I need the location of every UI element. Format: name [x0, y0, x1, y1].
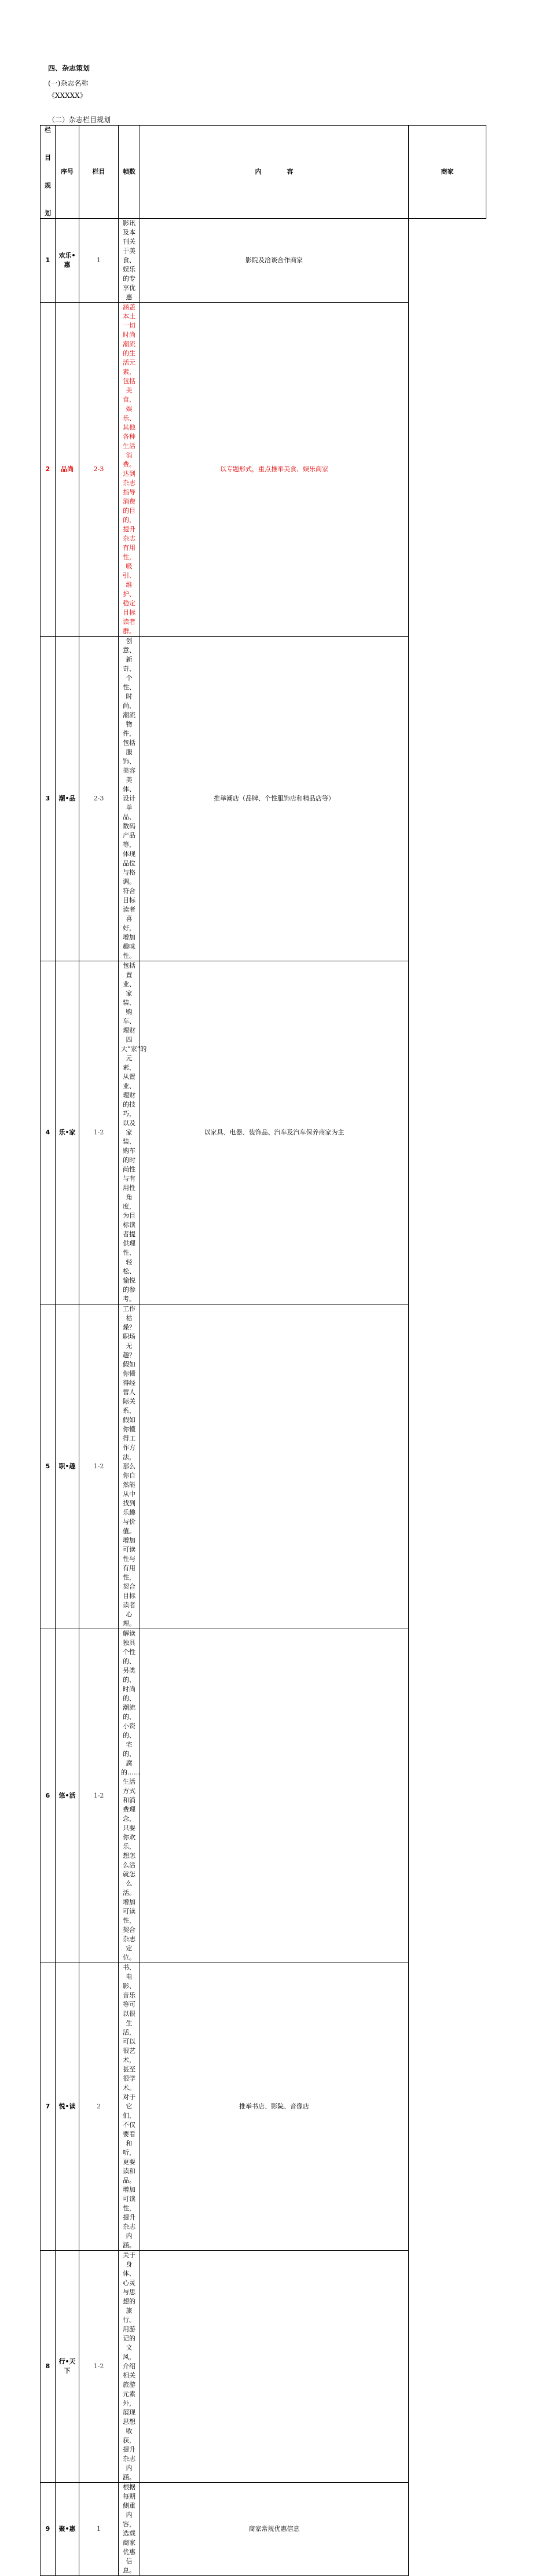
table-row [41, 961, 486, 1304]
frames-cell: 1-2 [79, 1629, 119, 1963]
frames-cell: 1-2 [79, 1304, 119, 1629]
merchant-cell: 以家具、电器、装饰品、汽车及汽车保养商家为主 [140, 961, 409, 1304]
column-name-cell: 行•天下 [56, 2251, 79, 2483]
column-name-cell: 悦•读 [56, 1963, 79, 2251]
header-column: 栏目 [79, 126, 119, 219]
side-label-char: 划 [45, 210, 51, 217]
header-merchant: 商家 [409, 126, 486, 219]
table-row [41, 637, 486, 961]
content-cell: 影讯及本刊关于美食、娱乐的专享优惠 [119, 219, 140, 303]
merchant-cell: 推举潮店（品牌、个性服饰店和精品店等） [140, 637, 409, 961]
seq-cell: 8 [41, 2251, 56, 2483]
content-cell: 涵盖本土一切时尚潮流的生活元素，包括美食、娱乐、其他各种生活消费。达到杂志指导消费的目的，提升杂志有用性，吸引、维护、稳定目标读者群。 [119, 303, 140, 637]
frames-cell: 1 [79, 2483, 119, 2576]
column-name-cell: 乐•家 [56, 961, 79, 1304]
table-row [41, 303, 486, 637]
column-name-cell: 职•趣 [56, 1304, 79, 1629]
column-name-cell: 潮•品 [56, 637, 79, 961]
section-heading: 四、杂志策划 [48, 64, 90, 72]
column-name-cell: 聚•惠 [56, 2483, 79, 2576]
side-label-char: 目 [45, 154, 51, 161]
seq-cell: 5 [41, 1304, 56, 1629]
table-row [41, 1629, 486, 1963]
seq-cell: 9 [41, 2483, 56, 2576]
frames-cell: 1-2 [79, 961, 119, 1304]
merchant-cell: 推举书店、影院、音像店 [140, 1963, 409, 2251]
merchant-cell [140, 2251, 409, 2483]
seq-cell: 6 [41, 1629, 56, 1963]
seq-cell: 1 [41, 219, 56, 303]
content-cell: 解读独具个性的、另类的、时尚的、潮流的、小资的、宅的、腐的……生活方式和消费理念，只要你欢乐，想怎么活就怎么活。增加可读性，契合杂志定位。 [119, 1629, 140, 1963]
merchant-cell: 影院及洽谈合作商家 [140, 219, 409, 303]
side-label-cell [41, 126, 56, 219]
column-name-cell: 悠•活 [56, 1629, 79, 1963]
seq-cell: 7 [41, 1963, 56, 2251]
merchant-cell [140, 1304, 409, 1629]
content-cell: 书、电影、音乐等可以很生活，可以很艺术，甚至很学术。对于它们，不仅要看和听，更要读和品。增加可读性，提升杂志内涵。 [119, 1963, 140, 2251]
column-plan-label: （二）杂志栏目规划 [48, 116, 111, 124]
merchant-cell: 以专题形式，重点推举美食、娱乐商家 [140, 303, 409, 637]
seq-cell: 2 [41, 303, 56, 637]
frames-cell: 2-3 [79, 303, 119, 637]
header-content: 内 容 [140, 126, 409, 219]
table-header-row [41, 126, 486, 219]
frames-cell: 2-3 [79, 637, 119, 961]
column-name-cell: 欢乐•惠 [56, 219, 79, 303]
column-plan-table [40, 125, 486, 2576]
table-row [41, 1304, 486, 1629]
merchant-cell [140, 1629, 409, 1963]
content-cell: 根据每期侧重内容，选载商家优惠信息。 [119, 2483, 140, 2576]
magazine-name-value: 《XXXXX》 [48, 91, 87, 100]
content-cell: 创意、新奇、个性、时尚、潮流物件，包括服饰、美容美体、设计单品、数码产品等，体现品位与格调。符合目标读者喜好，增加趣味性。 [119, 637, 140, 961]
table-row [41, 2483, 486, 2576]
content-cell: 工作枯燥？职场无趣？假如你懂得经营人际关系，假如你懂得工作方法，那么你自然能从中找到乐趣与价值。增加可读性与有用性，契合目标读者心理。 [119, 1304, 140, 1629]
content-cell: 关于身体、心灵与思想的旅行。用游记的文风，介绍相关旅游元素外，展现思想收获，提升杂志内涵。 [119, 2251, 140, 2483]
side-label-char: 栏 [45, 126, 51, 134]
side-label-char: 规 [45, 182, 51, 189]
table-row [41, 2251, 486, 2483]
seq-cell: 3 [41, 637, 56, 961]
header-seq: 序号 [56, 126, 79, 219]
table-row [41, 1963, 486, 2251]
frames-cell: 1 [79, 219, 119, 303]
header-frames: 帧数 [119, 126, 140, 219]
content-cell: 包括置业、家装、购车、理财四大“家”的元素，从置业、理财的技巧，以及家装、购车的时尚性与有用性角度，为目标读者提供理性、轻松、愉悦的参考。 [119, 961, 140, 1304]
frames-cell: 2 [79, 1963, 119, 2251]
seq-cell: 4 [41, 961, 56, 1304]
frames-cell: 1-2 [79, 2251, 119, 2483]
table-row [41, 219, 486, 303]
column-name-cell: 品尚 [56, 303, 79, 637]
magazine-name-label: (一)杂志名称 [48, 79, 89, 87]
merchant-cell: 商家常规优惠信息 [140, 2483, 409, 2576]
